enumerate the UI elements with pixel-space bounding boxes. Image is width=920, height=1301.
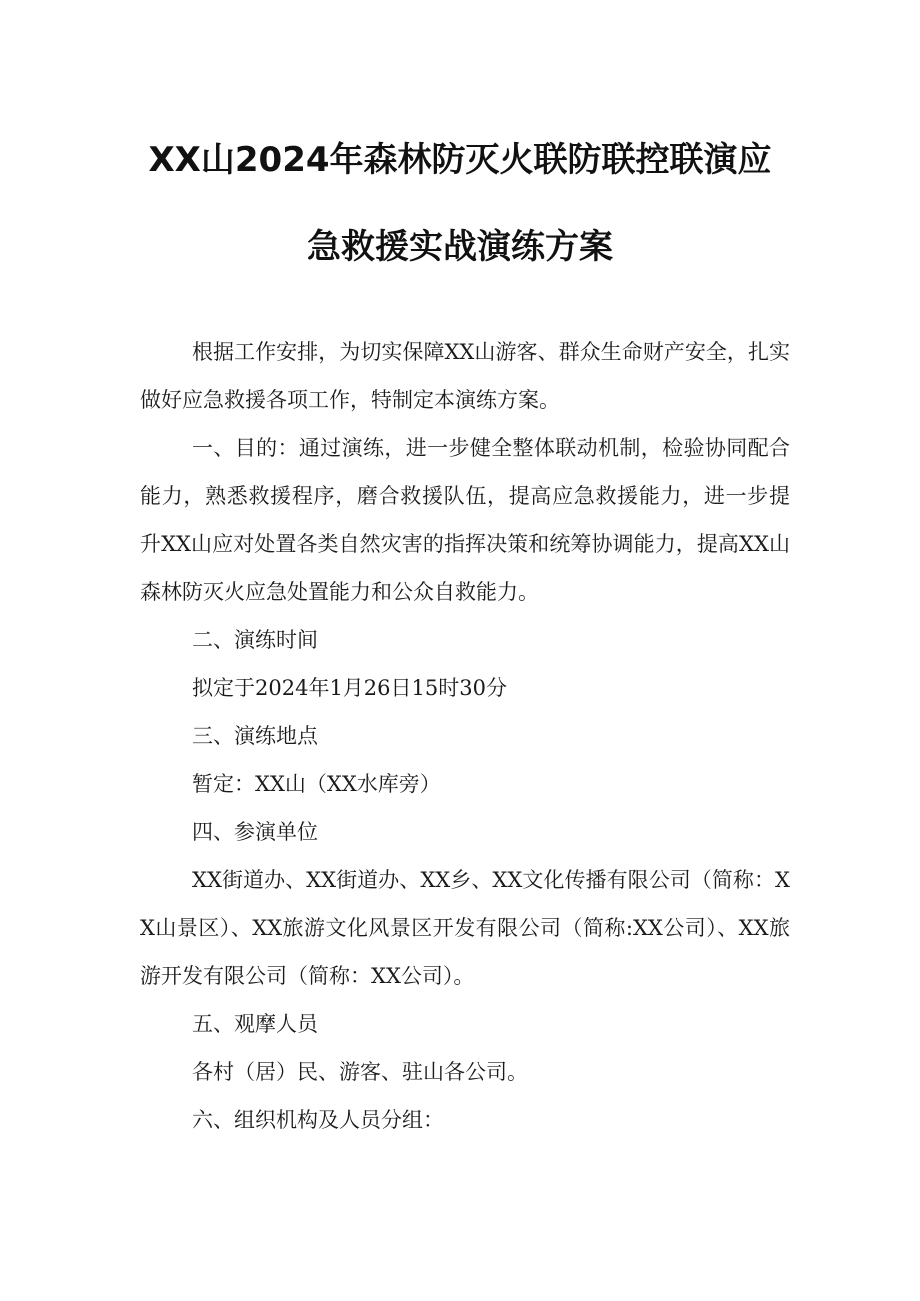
section-organization-heading: 六、组织机构及人员分组：	[192, 1108, 444, 1132]
section-location-content: 暂定：XX山（XX水库旁）	[192, 772, 441, 796]
section-time-heading: 二、演练时间	[192, 628, 318, 652]
document-title-line-2: 急救援实战演练方案	[307, 227, 613, 267]
section-purpose-paragraph: 一、目的：通过演练，进一步健全整体联动机制，检验协同配合能力，熟悉救援程序，磨合救援队伍，提高应急救援能力，进一步提升XX山应对处置各类自然灾害的指挥决策和统筹协调能力，提高XX山森林防灭火应急处置能力和公众自救能力。	[140, 436, 790, 604]
document-title-line-1: XX山2024年森林防灭火联防联控联演应	[148, 140, 772, 180]
section-observers-heading: 五、观摩人员	[192, 1012, 318, 1036]
section-observers-content: 各村（居）民、游客、驻山各公司。	[192, 1060, 528, 1084]
section-location-heading: 三、演练地点	[192, 724, 318, 748]
section-time-content: 拟定于2024年1月26日15时30分	[192, 676, 507, 700]
section-units-content: XX街道办、XX街道办、XX乡、XX文化传播有限公司（简称：XX山景区）、XX旅游文化风景区开发有限公司（简称:XX公司）、XX旅游开发有限公司（简称：XX公司）。	[140, 868, 790, 988]
section-units-heading: 四、参演单位	[192, 820, 318, 844]
intro-paragraph: 根据工作安排，为切实保障XX山游客、群众生命财产安全，扎实做好应急救援各项工作，特制定本演练方案。	[140, 340, 790, 412]
